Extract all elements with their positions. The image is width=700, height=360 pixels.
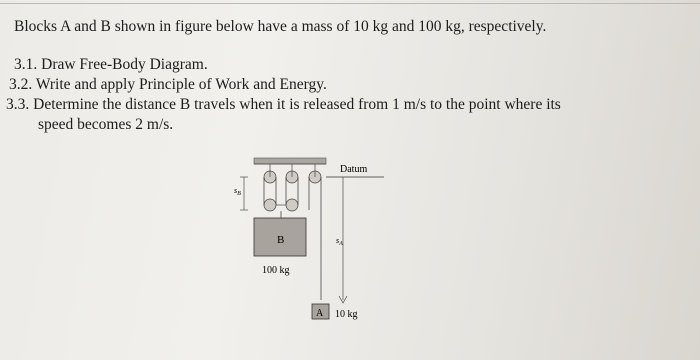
sb-label: $s_B$ — [234, 186, 241, 197]
sa-label: $s_A$ — [336, 236, 343, 247]
block-b-label: B — [277, 234, 285, 246]
block-a-mass: 10 kg — [335, 309, 358, 320]
question-3-2: 3.2. Write and apply Principle of Work and Energy. — [9, 76, 327, 93]
lower-pulley-1 — [264, 199, 276, 211]
page-edge-line — [0, 3, 700, 4]
block-a-label: A — [316, 308, 324, 319]
question-3-1: 3.1. Draw Free-Body Diagram. — [14, 56, 208, 73]
ceiling-support — [254, 158, 326, 164]
problem-statement: Blocks A and B shown in figure below have a mass of 10 kg and 100 kg, respectively. — [14, 18, 547, 35]
datum-label: Datum — [340, 164, 368, 175]
question-3-3-continued: speed becomes 2 m/s. — [38, 116, 174, 133]
question-3-3: 3.3. Determine the distance B travels when it is released from 1 m/s to the point where its — [6, 96, 561, 113]
block-b-mass: 100 kg — [262, 265, 290, 276]
pulley-system-figure — [225, 150, 425, 350]
lower-pulley-2 — [286, 199, 298, 211]
